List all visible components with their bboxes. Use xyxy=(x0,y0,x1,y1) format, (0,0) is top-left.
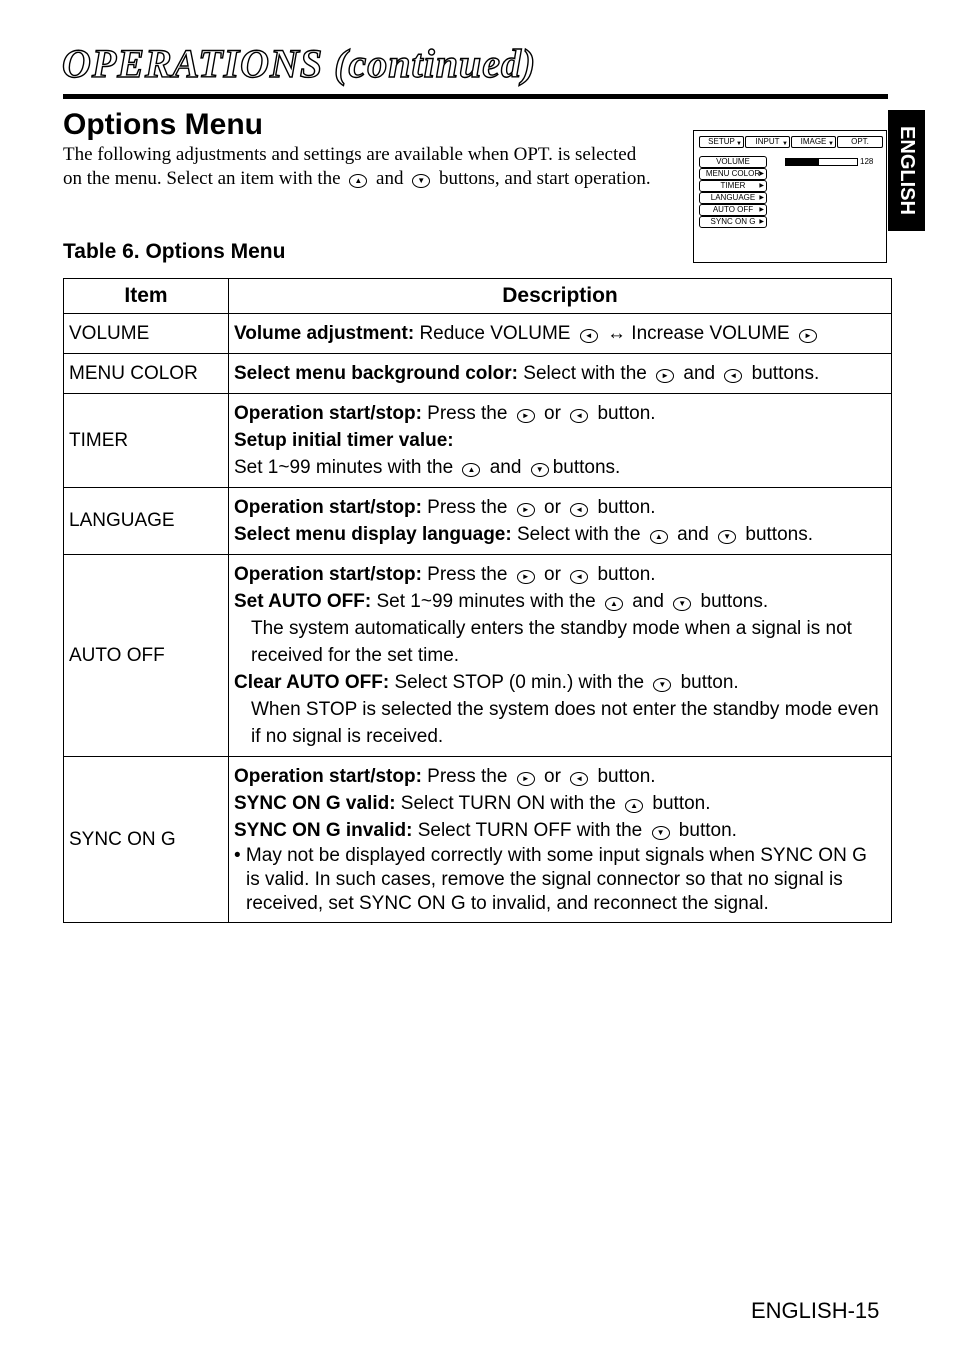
item-cell: AUTO OFF xyxy=(64,555,229,757)
description-cell xyxy=(229,394,892,488)
bold-label: Select menu display language: xyxy=(234,524,512,545)
text-run: buttons. xyxy=(746,363,820,384)
text-run: buttons. xyxy=(695,591,769,612)
table-row xyxy=(64,314,892,354)
text-run: and xyxy=(484,457,527,478)
text-run: Set 1~99 minutes with the xyxy=(234,457,459,478)
text-run: Select TURN ON with the xyxy=(395,793,622,814)
down-button-icon: ▼ xyxy=(718,530,736,544)
description-cell xyxy=(229,488,892,555)
text-run: Press the xyxy=(421,564,513,585)
table-row xyxy=(64,354,892,394)
menu-tab-input: INPUT ▼ xyxy=(745,136,790,148)
text-run: Press the xyxy=(421,403,513,424)
text-run: Press the xyxy=(421,766,513,787)
text-run: Press the xyxy=(421,497,513,518)
down-button-icon: ▼ xyxy=(653,678,671,692)
text-run: • May not be displayed correctly with some input signals when SYNC ON G is valid. In such cases, remove the signal connector so that no signal is received, set SYNC ON G to invalid, and reconnect the signal. xyxy=(234,845,867,914)
up-button-icon: ▲ xyxy=(349,174,367,188)
description-line xyxy=(234,320,885,347)
bold-label: Operation start/stop: xyxy=(234,497,422,518)
page-header-title: OPERATIONS (continued) xyxy=(62,41,537,86)
item-cell: MENU COLOR xyxy=(64,354,229,394)
text-run: Select with the xyxy=(511,524,646,545)
menu-item-sync-on-g: SYNC ON G ▶ xyxy=(699,216,767,228)
down-button-icon: ▼ xyxy=(412,174,430,188)
bold-label: SYNC ON G invalid: xyxy=(234,820,413,841)
description-cell xyxy=(229,555,892,757)
table-row xyxy=(64,394,892,488)
text-run: button. xyxy=(592,766,656,787)
left-button-icon: ◄ xyxy=(724,369,742,383)
description-line xyxy=(234,763,885,790)
header-rule xyxy=(63,94,888,99)
text-run: Select STOP (0 min.) with the xyxy=(389,672,650,693)
description-line xyxy=(234,427,885,454)
tab-arrow-icon: ▼ xyxy=(736,141,742,147)
description-line xyxy=(234,844,885,916)
text-run: buttons. xyxy=(552,457,621,478)
left-button-icon: ◄ xyxy=(570,570,588,584)
section-title: Options Menu xyxy=(63,108,263,141)
left-button-icon: ◄ xyxy=(580,329,598,343)
description-line xyxy=(234,561,885,588)
item-cell: VOLUME xyxy=(64,314,229,354)
bold-label: Clear AUTO OFF: xyxy=(234,672,390,693)
options-menu-screen xyxy=(693,130,887,263)
item-cell: LANGUAGE xyxy=(64,488,229,555)
left-button-icon: ◄ xyxy=(570,409,588,423)
text-run: Reduce VOLUME xyxy=(414,323,576,344)
description-line xyxy=(234,669,885,696)
description-line xyxy=(234,790,885,817)
table-header-row xyxy=(64,279,892,314)
options-table xyxy=(63,278,892,923)
column-header-item: Item xyxy=(64,279,229,314)
text-run: The following adjustments and settings are available when OPT. is selected on the menu. Select an item with the xyxy=(63,144,637,189)
description-line xyxy=(234,454,885,481)
menu-arrow-icon: ▶ xyxy=(759,171,764,177)
right-button-icon: ► xyxy=(656,369,674,383)
text-run: button. xyxy=(673,820,737,841)
description-line xyxy=(234,400,885,427)
menu-item-auto-off: AUTO OFF ▶ xyxy=(699,204,767,216)
right-button-icon: ► xyxy=(799,329,817,343)
menu-item-volume: VOLUME xyxy=(699,156,767,168)
left-button-icon: ◄ xyxy=(570,503,588,517)
text-run: The system automatically enters the standby mode when a signal is not received for the set time. xyxy=(251,618,852,666)
table-row xyxy=(64,757,892,923)
menu-tab-opt: OPT. xyxy=(837,136,883,148)
text-run: and xyxy=(678,363,721,384)
left-button-icon: ◄ xyxy=(570,772,588,786)
menu-item-timer: TIMER ▶ xyxy=(699,180,767,192)
text-run: Set 1~99 minutes with the xyxy=(371,591,601,612)
text-run: or xyxy=(538,497,567,518)
text-run: button. xyxy=(675,672,739,693)
menu-item-menu-color: MENU COLOR ▶ xyxy=(699,168,767,180)
menu-item-language: LANGUAGE ▶ xyxy=(699,192,767,204)
down-button-icon: ▼ xyxy=(673,597,691,611)
text-run: Select with the xyxy=(518,363,653,384)
bold-label: Operation start/stop: xyxy=(234,403,422,424)
column-header-description: Description xyxy=(229,279,892,314)
text-run: ↔ Increase VOLUME xyxy=(601,323,795,344)
tab-arrow-icon: ▼ xyxy=(828,141,834,147)
description-line xyxy=(234,360,885,387)
menu-arrow-icon: ▶ xyxy=(759,219,764,225)
description-line xyxy=(234,494,885,521)
description-line xyxy=(234,817,885,844)
menu-arrow-icon: ▶ xyxy=(759,183,764,189)
up-button-icon: ▲ xyxy=(625,799,643,813)
text-run: or xyxy=(538,564,567,585)
text-run: Select TURN OFF with the xyxy=(412,820,648,841)
text-run: or xyxy=(538,766,567,787)
volume-level-fill xyxy=(786,159,819,165)
text-run: buttons, and start operation. xyxy=(434,168,651,189)
volume-level-bar xyxy=(785,158,858,166)
text-run: button. xyxy=(592,403,656,424)
up-button-icon: ▲ xyxy=(605,597,623,611)
text-run: When STOP is selected the system does not enter the standby mode even if no signal is received. xyxy=(251,699,879,747)
item-cell: TIMER xyxy=(64,394,229,488)
up-button-icon: ▲ xyxy=(462,463,480,477)
text-run: and xyxy=(626,591,670,612)
volume-value: 128 xyxy=(860,157,874,166)
right-button-icon: ► xyxy=(517,503,535,517)
text-run: button. xyxy=(592,497,656,518)
tab-arrow-icon: ▼ xyxy=(782,141,788,147)
bold-label: Operation start/stop: xyxy=(234,564,422,585)
intro-text xyxy=(63,143,658,191)
description-line xyxy=(234,696,885,750)
text-run: buttons. xyxy=(740,524,813,545)
menu-arrow-icon: ▶ xyxy=(759,207,764,213)
bold-label: Operation start/stop: xyxy=(234,766,422,787)
description-cell xyxy=(229,314,892,354)
text-run: or xyxy=(538,403,567,424)
text-run: button. xyxy=(647,793,711,814)
right-button-icon: ► xyxy=(517,570,535,584)
page-number: ENGLISH-15 xyxy=(751,1298,880,1323)
menu-arrow-icon: ▶ xyxy=(759,195,764,201)
up-button-icon: ▲ xyxy=(650,530,668,544)
right-button-icon: ► xyxy=(517,409,535,423)
right-button-icon: ► xyxy=(517,772,535,786)
description-cell xyxy=(229,354,892,394)
menu-tab-setup: SETUP ▼ xyxy=(699,136,744,148)
description-line xyxy=(234,588,885,615)
table-caption: Table 6. Options Menu xyxy=(63,240,286,263)
menu-tab-image: IMAGE ▼ xyxy=(791,136,836,148)
bold-label: Select menu background color: xyxy=(234,363,518,384)
bold-label: SYNC ON G valid: xyxy=(234,793,396,814)
text-run: and xyxy=(671,524,715,545)
description-cell xyxy=(229,757,892,923)
down-button-icon: ▼ xyxy=(531,463,549,477)
description-line xyxy=(234,615,885,669)
bold-label: Setup initial timer value: xyxy=(234,430,454,451)
table-row xyxy=(64,555,892,757)
text-run: button. xyxy=(592,564,656,585)
language-tab-label: ENGLISH xyxy=(896,126,918,215)
table-row xyxy=(64,488,892,555)
bold-label: Volume adjustment: xyxy=(234,323,415,344)
text-run: and xyxy=(371,168,409,189)
description-line xyxy=(234,521,885,548)
down-button-icon: ▼ xyxy=(652,826,670,840)
bold-label: Set AUTO OFF: xyxy=(234,591,372,612)
item-cell: SYNC ON G xyxy=(64,757,229,923)
language-tab xyxy=(888,110,925,231)
